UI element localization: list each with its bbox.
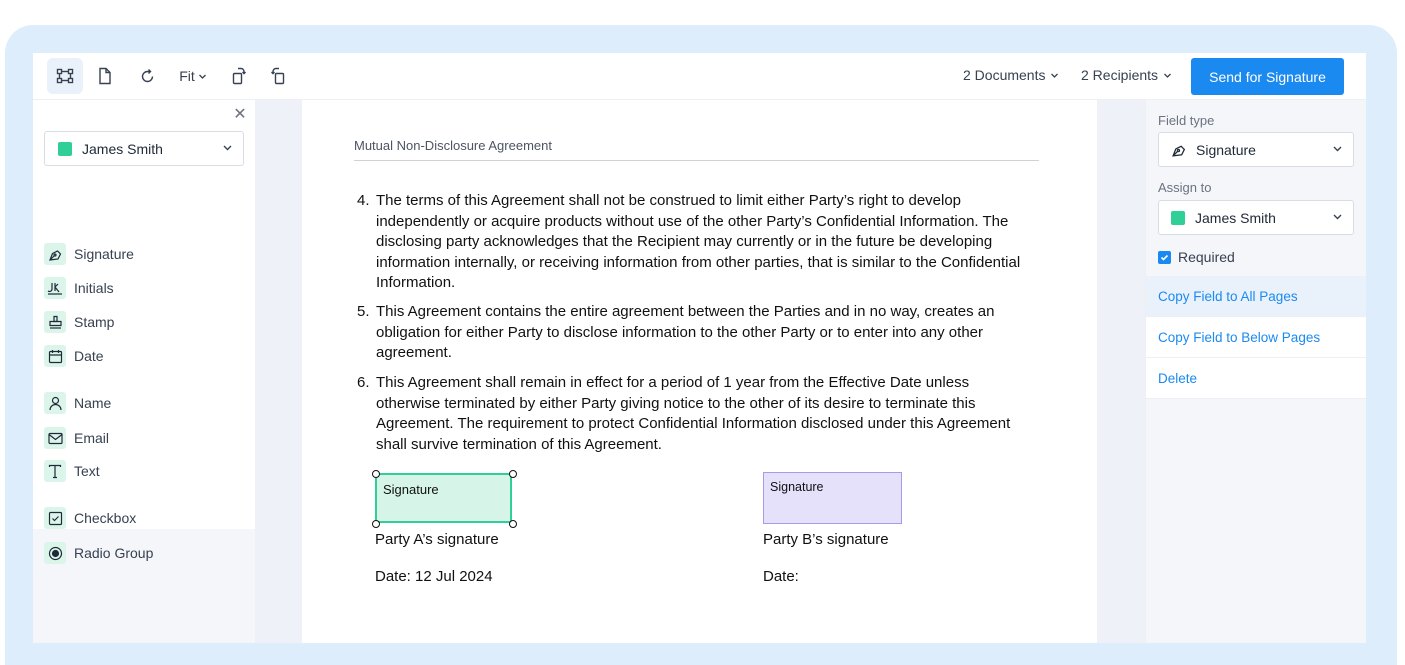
select-tool-icon [56, 67, 74, 85]
chevron-down-icon [1332, 211, 1343, 222]
document-button[interactable] [89, 58, 121, 94]
zoom-label: Fit [179, 68, 195, 84]
resize-handle[interactable] [509, 470, 517, 478]
pen-nib-icon [1171, 142, 1187, 158]
resize-handle[interactable] [509, 520, 517, 528]
recipient-color-swatch [1171, 211, 1185, 225]
resize-handle[interactable] [372, 470, 380, 478]
clause [357, 191, 1047, 294]
checkmark-icon [1158, 251, 1171, 264]
resize-handle[interactable] [372, 520, 380, 528]
pen-nib-icon [48, 247, 63, 262]
toolbar [33, 53, 1366, 100]
copy-field-all-pages-button[interactable]: Copy Field to All Pages [1146, 276, 1366, 317]
recipients-label: 2 Recipients [1081, 67, 1159, 83]
clause-number: 4. [357, 192, 370, 209]
chevron-down-icon [198, 72, 207, 81]
envelope-icon [48, 432, 63, 445]
party-a-date: Date: 12 Jul 2024 [375, 568, 493, 585]
field-email[interactable] [44, 426, 109, 450]
person-icon [48, 396, 63, 411]
clause-text: This Agreement contains the entire agreement between the Parties and in no way, creates an obligation for either Party to disclose information to the other Party or to enter into any other agreement. [376, 303, 995, 361]
calendar-icon [48, 349, 63, 364]
field-label: Text [74, 463, 100, 479]
properties-panel [1145, 100, 1366, 643]
chevron-down-icon [1050, 71, 1059, 80]
assign-to-value: James Smith [1195, 209, 1276, 226]
field-type-select[interactable] [1158, 132, 1354, 167]
recipients-dropdown[interactable] [1081, 67, 1172, 83]
chevron-down-icon [222, 142, 233, 153]
field-signature[interactable] [44, 242, 134, 266]
field-actions [1146, 276, 1366, 399]
document-canvas [255, 100, 1145, 643]
rotate-page-right-button[interactable] [263, 58, 293, 94]
document-page [302, 100, 1097, 643]
field-radio-group[interactable] [44, 541, 153, 565]
chevron-down-icon [1163, 71, 1172, 80]
field-type-label: Field type [1158, 113, 1215, 128]
send-for-signature-button[interactable]: Send for Signature [1191, 58, 1344, 95]
field-type-value: Signature [1196, 141, 1256, 158]
clause [357, 302, 1047, 364]
document-header: Mutual Non-Disclosure Agreement [354, 138, 1039, 161]
stamp-icon [48, 315, 63, 330]
clause [357, 373, 1047, 455]
delete-field-button[interactable]: Delete [1146, 358, 1366, 399]
field-stamp[interactable] [44, 310, 114, 334]
field-text[interactable] [44, 459, 100, 483]
signature-field-label: Signature [770, 480, 824, 494]
rotate-page-left-button[interactable] [223, 58, 253, 94]
field-date[interactable] [44, 344, 104, 368]
party-b-signature-field[interactable] [763, 472, 902, 524]
field-name[interactable] [44, 391, 111, 415]
select-tool-button[interactable] [47, 58, 83, 94]
clause-number: 5. [357, 303, 370, 320]
field-label: Stamp [74, 314, 115, 330]
assign-to-label: Assign to [1158, 180, 1212, 195]
required-checkbox[interactable] [1158, 249, 1235, 265]
party-a-signature-field[interactable] [375, 473, 512, 523]
document-icon [97, 67, 113, 85]
field-label: Radio Group [74, 545, 154, 561]
recipient-select[interactable] [44, 131, 244, 166]
close-icon[interactable]: ✕ [233, 106, 247, 123]
party-b-caption: Party B’s signature [763, 531, 889, 548]
party-a-caption: Party A’s signature [375, 531, 499, 548]
text-icon [48, 464, 62, 479]
field-label: Initials [74, 280, 114, 296]
clause-text: This Agreement shall remain in effect for a period of 1 year from the Effective Date unless otherwise terminated by either Party giving notice to the other of its desire to terminate this Agreement. The requirement to protect Confidential Information disclosed under this Agreement shall survive termination of this Agreement. [376, 374, 1011, 453]
rotate-page-right-icon [270, 67, 287, 85]
field-checkbox[interactable] [44, 506, 136, 530]
radio-icon [48, 546, 63, 561]
signature-field-label: Signature [383, 482, 439, 497]
field-label: Signature [74, 246, 134, 262]
documents-dropdown[interactable] [963, 67, 1059, 83]
clause-text: The terms of this Agreement shall not be construed to limit either Party’s right to develop independently or acquire products without use of the other Party’s Confidential Information. The disclosing party acknowledges that the Recipient may currently or in the future be developing information internally, or receiving information from other parties, that is similar to the Confidential Information. [376, 192, 1021, 291]
field-label: Name [74, 395, 112, 411]
copy-field-below-pages-button[interactable]: Copy Field to Below Pages [1146, 317, 1366, 358]
field-label: Email [74, 430, 110, 446]
field-initials[interactable] [44, 276, 114, 300]
fields-panel [33, 100, 255, 529]
assign-to-select[interactable] [1158, 200, 1354, 235]
party-b-date: Date: [763, 568, 799, 585]
recipient-color-swatch [58, 142, 72, 156]
required-label: Required [1178, 249, 1235, 265]
documents-label: 2 Documents [963, 67, 1046, 83]
checkbox-icon [48, 511, 63, 526]
rotate-page-left-icon [230, 67, 247, 85]
fields-panel-lower [33, 529, 255, 643]
clause-number: 6. [357, 374, 370, 391]
initials-icon [47, 281, 63, 295]
zoom-dropdown[interactable] [173, 58, 213, 94]
editor-window [33, 53, 1366, 643]
rotate-icon [139, 68, 156, 85]
field-label: Date [74, 348, 104, 364]
chevron-down-icon [1332, 143, 1343, 154]
recipient-name: James Smith [82, 140, 163, 157]
field-label: Checkbox [74, 510, 137, 526]
rotate-button[interactable] [131, 58, 163, 94]
